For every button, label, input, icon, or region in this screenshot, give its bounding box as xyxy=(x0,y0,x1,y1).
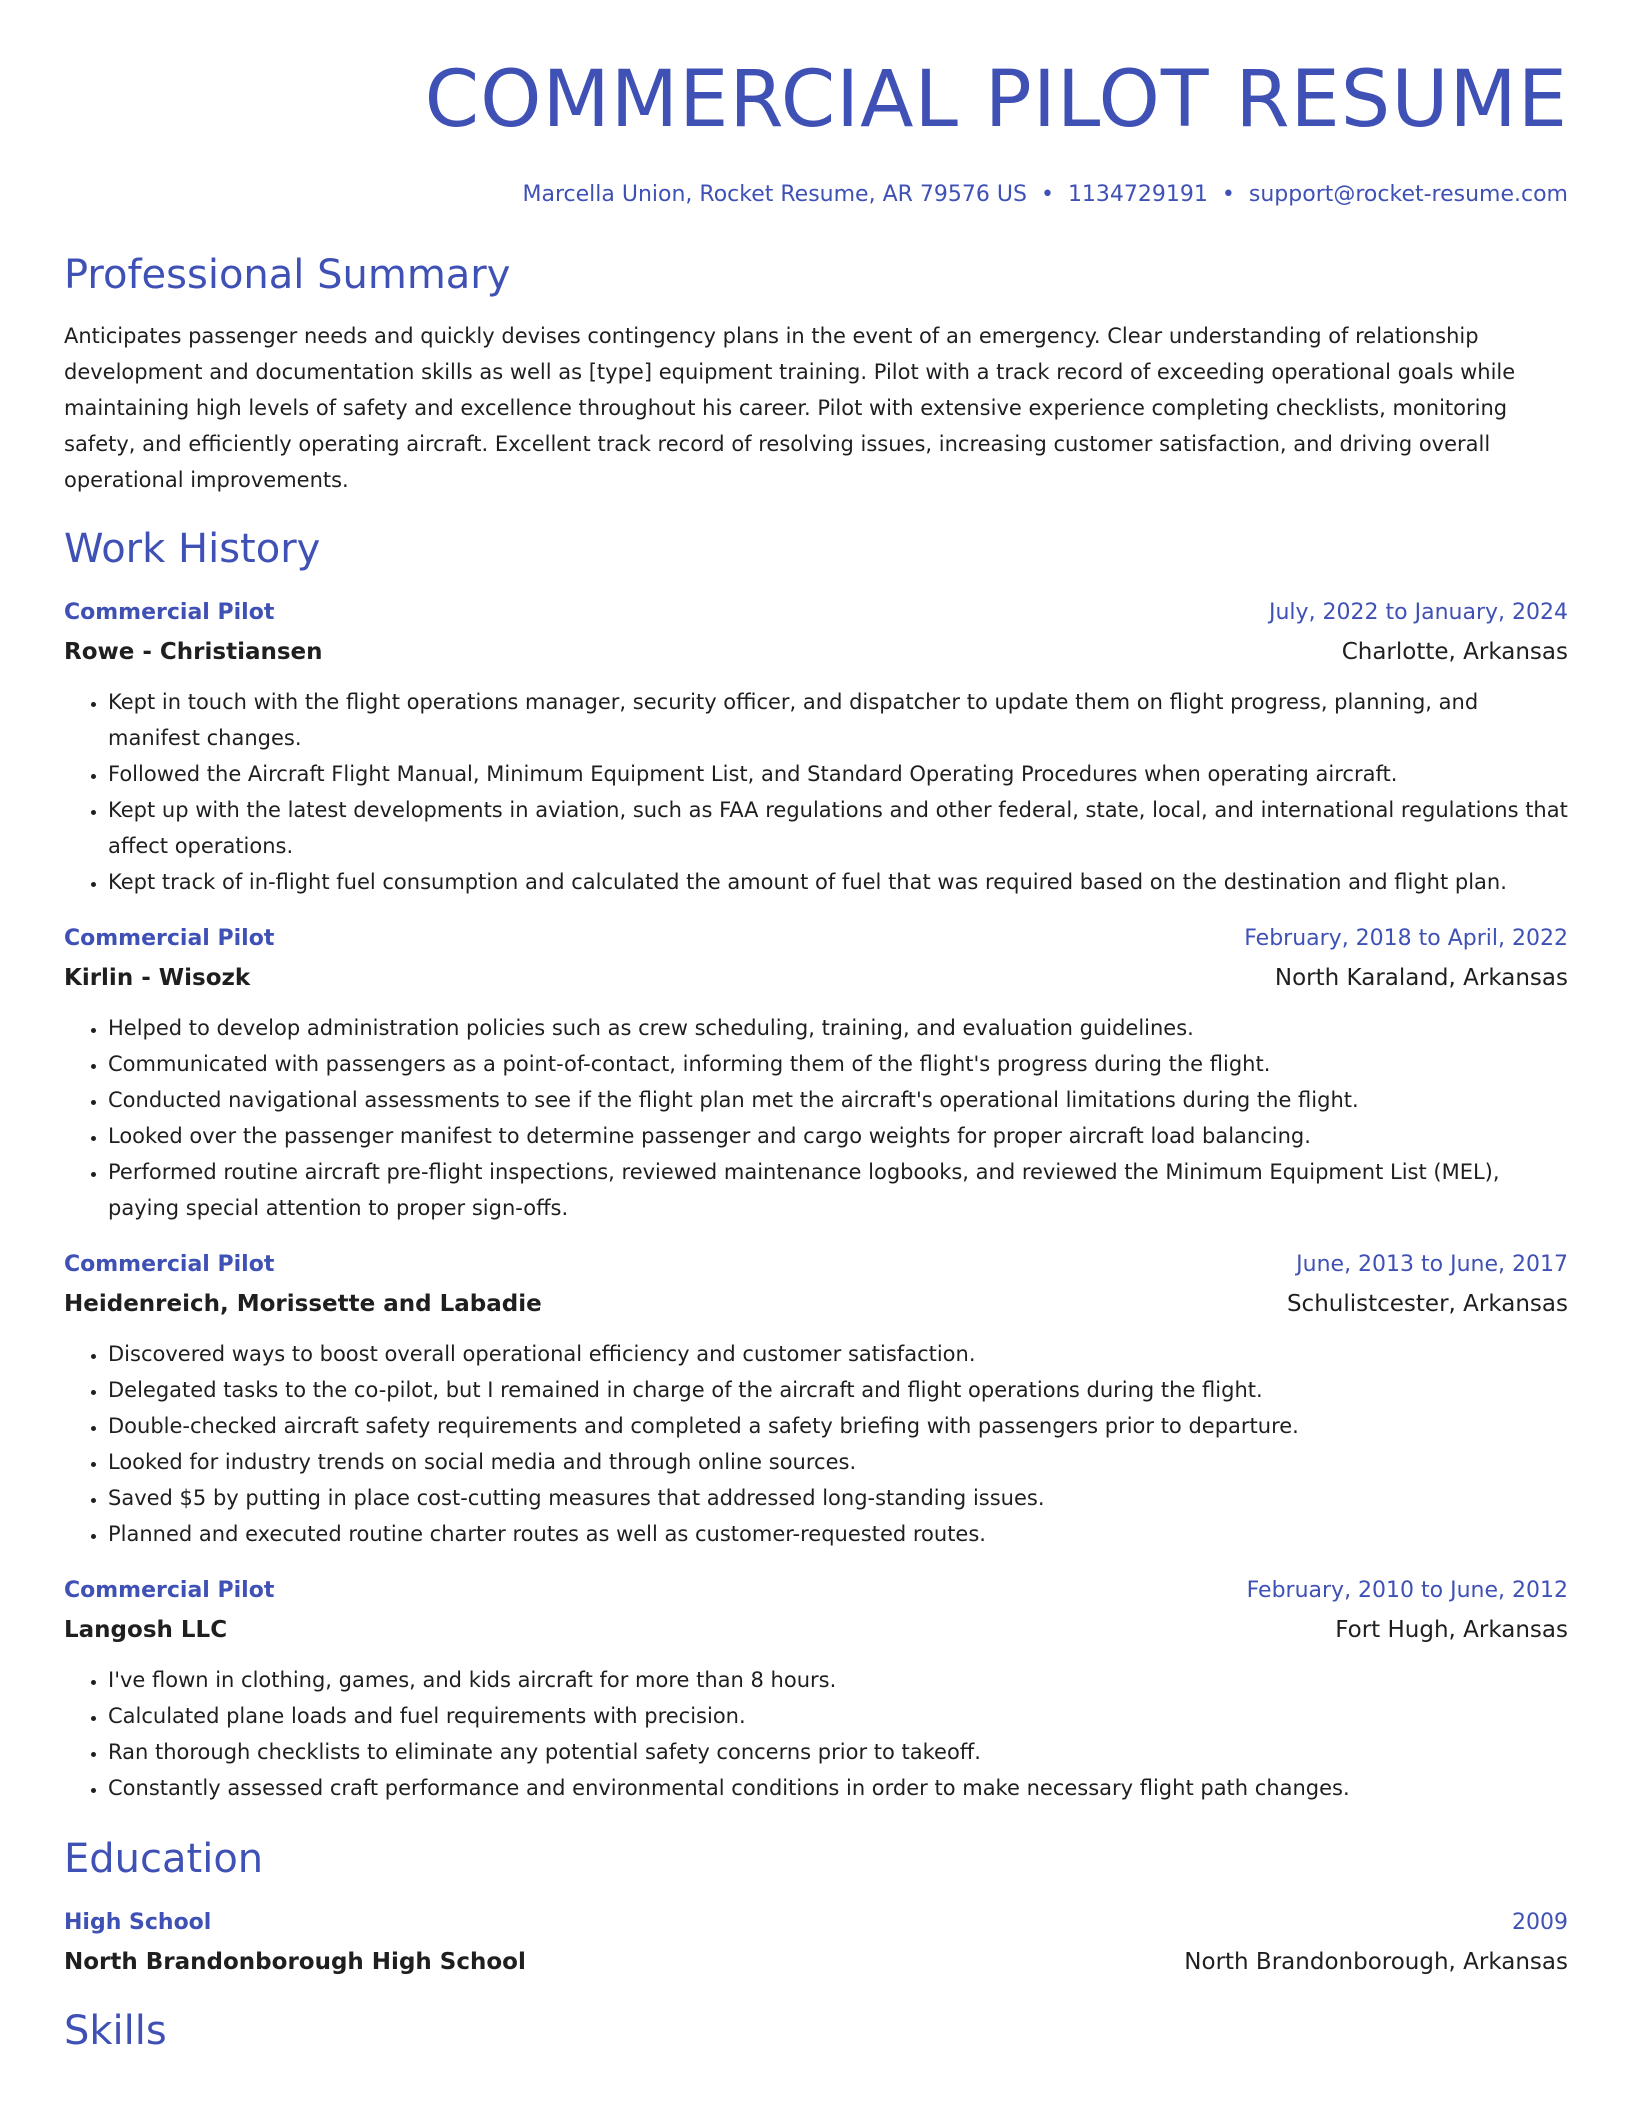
job-header-row xyxy=(64,1248,1568,1282)
job-bullet: • Conducted navigational assessments to see if the flight plan met the aircraft's operational limitations during the flight. xyxy=(108,1082,1568,1118)
contact-separator: • xyxy=(1040,182,1054,207)
job-dates: February, 2018 to April, 2022 xyxy=(1244,926,1568,951)
job-bullet: • Constantly assessed craft performance and environmental conditions in order to make necessary flight path changes. xyxy=(108,1770,1568,1806)
job-location: Fort Hugh, Arkansas xyxy=(1335,1617,1568,1643)
job-bullets xyxy=(64,1662,1568,1806)
job-bullet: • Communicated with passengers as a point-of-contact, informing them of the flight's progress during the flight. xyxy=(108,1046,1568,1082)
job-bullets xyxy=(64,1010,1568,1226)
summary-text: Anticipates passenger needs and quickly devises contingency plans in the event of an emergency. Clear understanding of relationship development and documentation skills as well as [type] equipment training. Pilot with a track record of exceeding operational goals while maintaining high levels of safety and excellence throughout his career. Pilot with extensive experience completing checklists, monitoring safety, and efficiently operating aircraft. Excellent track record of resolving issues, increasing customer satisfaction, and driving overall operational improvements. xyxy=(64,324,1516,492)
job-bullet: • Saved $5 by putting in place cost-cutting measures that addressed long-standing issues. xyxy=(108,1480,1568,1516)
company-name: Kirlin - Wisozk xyxy=(64,965,251,991)
job-entry xyxy=(64,922,1568,1226)
contact-address: Marcella Union, Rocket Resume, AR 79576 US xyxy=(522,182,1027,207)
work-history-heading: Work History xyxy=(64,526,321,572)
contact-separator: • xyxy=(1221,182,1235,207)
job-bullet: • Looked over the passenger manifest to determine passenger and cargo weights for proper aircraft load balancing. xyxy=(108,1118,1568,1154)
job-bullets xyxy=(64,684,1568,900)
job-location: Schulistcester, Arkansas xyxy=(1286,1291,1568,1317)
job-header-row xyxy=(64,1574,1568,1608)
job-company-row xyxy=(64,956,1568,996)
job-dates: July, 2022 to January, 2024 xyxy=(1269,600,1568,625)
job-company-row xyxy=(64,630,1568,670)
education-location: North Brandonborough, Arkansas xyxy=(1184,1949,1568,1975)
job-bullet: • Performed routine aircraft pre-flight inspections, reviewed maintenance logbooks, and reviewed the Minimum Equipment List (MEL), paying special attention to proper sign-offs. xyxy=(108,1154,1568,1226)
company-name: Rowe - Christiansen xyxy=(64,639,323,665)
skills-heading: Skills xyxy=(64,2008,167,2054)
job-bullet: • Discovered ways to boost overall operational efficiency and customer satisfaction. xyxy=(108,1336,1568,1372)
job-entry xyxy=(64,596,1568,900)
education-degree: High School xyxy=(64,1910,212,1935)
education-year: 2009 xyxy=(1512,1910,1568,1935)
job-location: North Karaland, Arkansas xyxy=(1274,965,1568,991)
job-dates: February, 2010 to June, 2012 xyxy=(1246,1578,1568,1603)
job-location: Charlotte, Arkansas xyxy=(1341,639,1568,665)
job-header-row xyxy=(64,922,1568,956)
contact-phone: 1134729191 xyxy=(1067,182,1208,207)
job-bullet: • Kept track of in-flight fuel consumption and calculated the amount of fuel that was required based on the destination and flight plan. xyxy=(108,864,1568,900)
job-bullets xyxy=(64,1336,1568,1552)
job-bullet: • Double-checked aircraft safety requirements and completed a safety briefing with passengers prior to departure. xyxy=(108,1408,1568,1444)
job-title: Commercial Pilot xyxy=(64,926,275,951)
job-company-row xyxy=(64,1608,1568,1648)
job-title: Commercial Pilot xyxy=(64,1578,275,1603)
job-bullet: • Delegated tasks to the co-pilot, but I remained in charge of the aircraft and flight operations during the flight. xyxy=(108,1372,1568,1408)
job-title: Commercial Pilot xyxy=(64,600,275,625)
job-title: Commercial Pilot xyxy=(64,1252,275,1277)
company-name: Heidenreich, Morissette and Labadie xyxy=(64,1291,542,1317)
education-school: North Brandonborough High School xyxy=(64,1949,526,1975)
resume-title: COMMERCIAL PILOT RESUME xyxy=(424,55,1568,145)
job-bullet: • Helped to develop administration policies such as crew scheduling, training, and evaluation guidelines. xyxy=(108,1010,1568,1046)
job-bullet: • Followed the Aircraft Flight Manual, Minimum Equipment List, and Standard Operating Procedures when operating aircraft. xyxy=(108,756,1568,792)
contact-email: support@rocket-resume.com xyxy=(1248,182,1568,207)
job-entry xyxy=(64,1574,1568,1806)
job-bullet: • Calculated plane loads and fuel requirements with precision. xyxy=(108,1698,1568,1734)
job-entry xyxy=(64,1248,1568,1552)
job-bullet: • Planned and executed routine charter routes as well as customer-requested routes. xyxy=(108,1516,1568,1552)
job-bullet: • Kept up with the latest developments in aviation, such as FAA regulations and other federal, state, local, and international regulations that affect operations. xyxy=(108,792,1568,864)
job-bullet: • Ran thorough checklists to eliminate any potential safety concerns prior to takeoff. xyxy=(108,1734,1568,1770)
job-company-row xyxy=(64,1282,1568,1322)
job-bullet: • I've flown in clothing, games, and kids aircraft for more than 8 hours. xyxy=(108,1662,1568,1698)
education-school-row xyxy=(64,1940,1568,1980)
contact-line xyxy=(64,180,1568,210)
job-header-row xyxy=(64,596,1568,630)
education-heading: Education xyxy=(64,1836,264,1882)
summary-heading: Professional Summary xyxy=(64,252,511,298)
job-bullet: • Kept in touch with the flight operations manager, security officer, and dispatcher to update them on flight progress, planning, and manifest changes. xyxy=(108,684,1568,756)
job-dates: June, 2013 to June, 2017 xyxy=(1296,1252,1568,1277)
job-bullet: • Looked for industry trends on social media and through online sources. xyxy=(108,1444,1568,1480)
education-entry xyxy=(64,1906,1568,1980)
company-name: Langosh LLC xyxy=(64,1617,228,1643)
education-header-row xyxy=(64,1906,1568,1940)
